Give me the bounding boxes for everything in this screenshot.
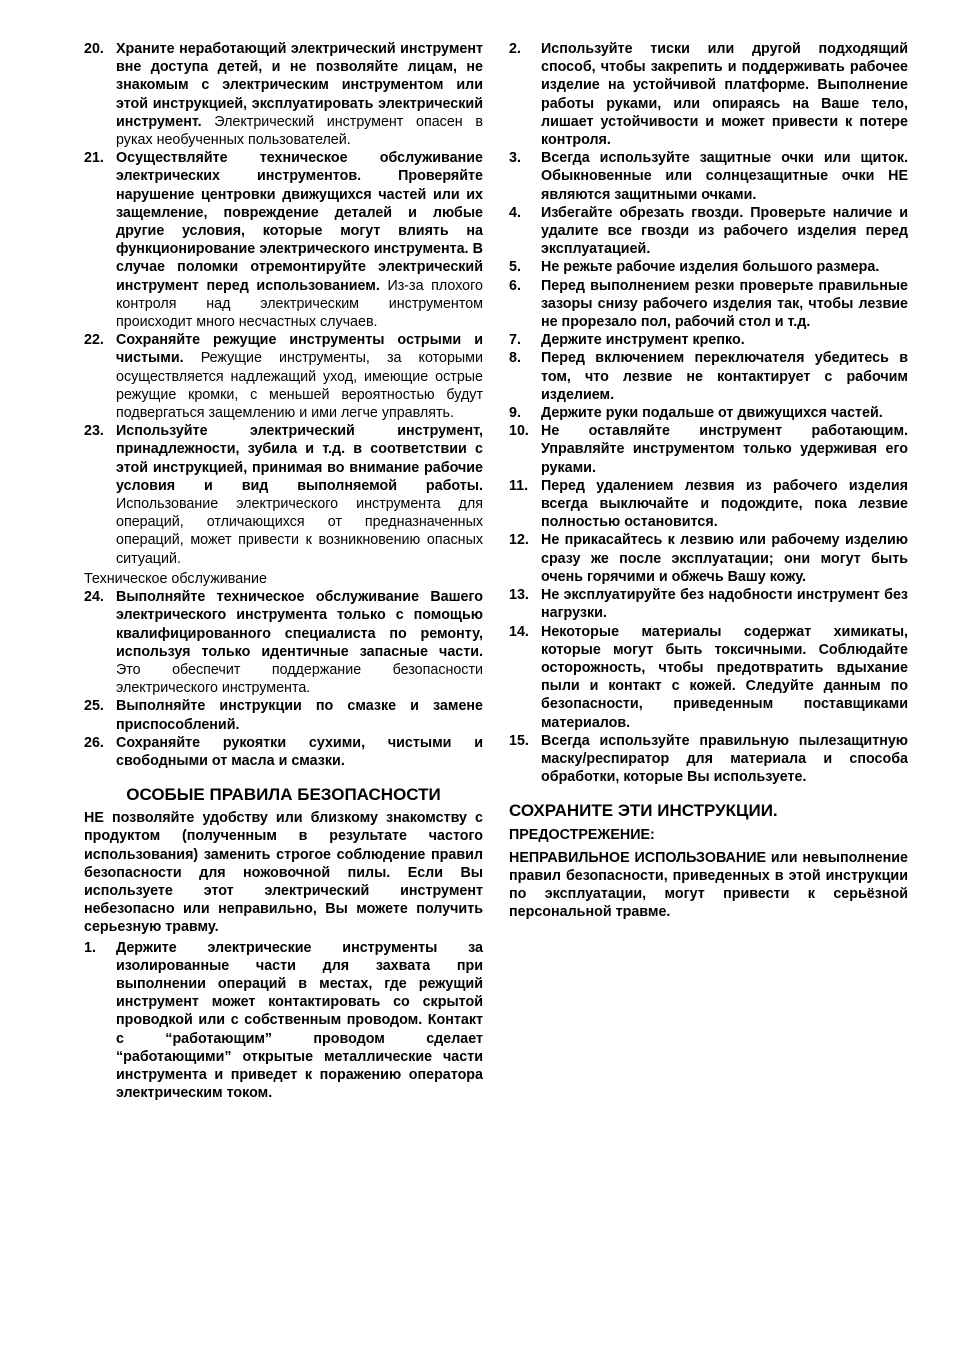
item-bold-text: Перед удалением лезвия из рабочего изделия всегда выключайте и подождите, пока лезвие полностью остановится.: [541, 477, 908, 531]
item-text: [116, 939, 483, 1103]
item-bold-text: Не оставляйте инструмент работающим. Управляйте инструментом только удерживая его руками.: [541, 423, 908, 476]
list-item: [509, 258, 908, 276]
item-normal-text: Режущие инструменты, за которыми осуществляется надлежащий уход, имеющие острые режущие кромки, с меньшей вероятностью будут подвергаться защемлению и ими легче управлять.: [116, 350, 483, 422]
item-text: [541, 204, 908, 259]
special-rules-list: [84, 939, 483, 1103]
item-text: [541, 349, 908, 404]
list-item: [509, 149, 908, 204]
item-number: 23.: [84, 423, 104, 440]
item-number: 9.: [509, 405, 521, 422]
list-item: [509, 477, 908, 532]
item-number: 2.: [509, 41, 521, 57]
item-text: [541, 623, 908, 732]
item-text: [116, 422, 483, 568]
item-number: 20.: [84, 41, 104, 57]
item-normal-text: Использование электрического инструмента для операций, отличающихся от предназначенных операций, может привести к возникновению опасных ситуаций.: [116, 496, 483, 567]
item-text: [541, 732, 908, 787]
list-item: [509, 586, 908, 622]
list-item: [509, 404, 908, 422]
item-text: [116, 697, 483, 733]
item-text: [541, 149, 908, 204]
list-item: [84, 939, 483, 1103]
item-bold-text: Держите электрические инструменты за изолированные части для захвата при выполнении операций в местах, где режущий инструмент может контактировать со скрытой проводкой или с собственным проводом. Контакт с “работающим” проводом сделает “работающими” открытые металлические части инструмента и приведет к поражению оператора электрическим током.: [116, 939, 483, 1102]
maintenance-list: [84, 588, 483, 770]
right-column: [509, 40, 908, 923]
item-bold-text: Всегда используйте защитные очки или щиток. Обыкновенные или солнцезащитные очки НЕ являются защитными очками.: [541, 150, 908, 203]
warning-label: ПРЕДОСТРЕЖЕНИЕ:: [509, 827, 655, 844]
list-item: [509, 623, 908, 732]
item-bold-text: Не прикасайтесь к лезвию или рабочему изделию сразу же после эксплуатации; они могут быть очень горячими и обжечь Вашу кожу.: [541, 532, 908, 585]
item-bold-text: Используйте электрический инструмент, принадлежности, зубила и т.д. в соответствии с этой инструкцией, принимая во внимание рабочие условия и вид выполняемой работы.: [116, 423, 483, 494]
item-text: [541, 40, 908, 149]
item-number: 8.: [509, 350, 521, 367]
item-text: [116, 40, 483, 149]
item-bold-text: Всегда используйте правильную пылезащитную маску/респиратор для материала и способа обработки, которые Вы используете.: [541, 732, 908, 786]
list-item: [509, 531, 908, 586]
item-text: [116, 734, 483, 770]
item-number: 13.: [509, 587, 529, 604]
item-number: 24.: [84, 589, 104, 606]
item-bold-text: Осуществляйте техническое обслуживание электрических инструментов. Проверяйте нарушение центровки движущихся частей или их защемление, повреждение деталей и любые другие условия, которые могут влиять на функционирование электрического инструмента. В случае поломки отремонтируйте электрический инструмент перед использованием.: [116, 150, 483, 294]
item-number: 5.: [509, 259, 521, 276]
list-item: [509, 422, 908, 477]
item-bold-text: Используйте тиски или другой подходящий способ, чтобы закрепить и поддерживать рабочее изделие на устойчивой платформе. Выполнение работы руками, или опираясь на Ваше тело, лишает устойчивости и может привести к потере контроля.: [541, 41, 908, 149]
item-text: [541, 531, 908, 586]
list-item: [509, 349, 908, 404]
safety-list-general: [84, 40, 483, 568]
list-item: [509, 277, 908, 332]
item-number: 4.: [509, 204, 521, 221]
item-bold-text: Сохраняйте режущие инструменты острыми и чистыми.: [116, 332, 483, 367]
save-instructions-title: СОХРАНИТЕ ЭТИ ИНСТРУКЦИИ.: [509, 801, 778, 821]
item-normal-text: Из-за плохого контроля над электрическим инструментом происходит много несчастных случаев.: [116, 277, 483, 331]
special-rules-list-continued: [509, 40, 908, 786]
item-bold-text: Держите руки подальше от движущихся частей.: [541, 405, 883, 422]
item-number: 25.: [84, 698, 104, 715]
list-item: [509, 40, 908, 149]
item-bold-text: Храните неработающий электрический инструмент вне доступа детей, и не позволяйте лицам, не знакомым с электрическим инструментом или этой инструкцией, эксплуатировать электрический инструмент.: [116, 41, 483, 130]
item-text: [541, 258, 908, 276]
item-number: 3.: [509, 150, 521, 167]
item-bold-text: Не режьте рабочие изделия большого размера.: [541, 259, 880, 276]
list-item: [509, 204, 908, 259]
left-column: [84, 40, 483, 1102]
list-item: [509, 732, 908, 787]
item-number: 6.: [509, 277, 521, 294]
item-text: [116, 588, 483, 697]
list-item: [84, 40, 483, 149]
item-number: 14.: [509, 623, 529, 640]
special-rules-intro: НЕ позволяйте удобству или близкому знакомству с продуктом (полученным в результате частого использования) заменить строгое соблюдение правил безопасности для ножовочной пилы. Если Вы используете этот электрический инструмент небезопасно или неправильно, Вы можете получить серьезную травму.: [84, 810, 483, 936]
list-item: [509, 331, 908, 349]
item-number: 22.: [84, 332, 104, 349]
item-bold-text: Избегайте обрезать гвозди. Проверьте наличие и удалите все гвозди из рабочего изделия перед эксплуатацией.: [541, 204, 908, 258]
item-text: [541, 477, 908, 532]
list-item: [84, 149, 483, 331]
list-item: [84, 331, 483, 422]
item-normal-text: Электрический инструмент опасен в руках необученных пользователей.: [116, 113, 483, 149]
item-text: [541, 586, 908, 622]
item-number: 7.: [509, 332, 521, 349]
item-number: 26.: [84, 734, 104, 751]
item-number: 21.: [84, 150, 104, 167]
item-number: 15.: [509, 732, 529, 749]
item-text: [541, 404, 908, 422]
item-bold-text: Выполняйте техническое обслуживание Вашего электрического инструмента только с помощью квалифицированного специалиста по ремонту, используя только идентичные запасные части.: [116, 589, 483, 660]
item-number: 11.: [509, 477, 529, 494]
list-item: [84, 588, 483, 697]
item-number: 10.: [509, 423, 529, 440]
item-bold-text: Держите инструмент крепко.: [541, 332, 745, 349]
maintenance-heading: Техническое обслуживание: [84, 570, 267, 587]
list-item: [84, 697, 483, 733]
item-text: [541, 422, 908, 477]
item-number: 1.: [84, 939, 96, 956]
item-bold-text: Выполняйте инструкции по смазке и замене приспособлений.: [116, 698, 483, 733]
list-item: [84, 734, 483, 770]
list-item: [84, 422, 483, 568]
item-bold-text: Сохраняйте рукоятки сухими, чистыми и свободными от масла и смазки.: [116, 734, 483, 769]
item-text: [541, 331, 908, 349]
item-text: [541, 277, 908, 332]
item-bold-text: Не эксплуатируйте без надобности инструмент без нагрузки.: [541, 587, 908, 622]
item-bold-text: Некоторые материалы содержат химикаты, которые могут быть токсичными. Соблюдайте осторожность, чтобы предотвратить вдыхание пыли и контакт с кожей. Следуйте данным по безопасности, приведенным поставщиками материалов.: [541, 623, 908, 731]
item-number: 12.: [509, 532, 529, 549]
item-normal-text: Это обеспечит поддержание безопасности электрического инструмента.: [116, 661, 483, 697]
warning-text: НЕПРАВИЛЬНОЕ ИСПОЛЬЗОВАНИЕ или невыполнение правил безопасности, приведенных в этой инструкции по эксплуатации, могут привести к серьёзной персональной травме.: [509, 849, 908, 921]
special-rules-title: ОСОБЫЕ ПРАВИЛА БЕЗОПАСНОСТИ: [126, 785, 441, 805]
item-bold-text: Перед включением переключателя убедитесь в том, что лезвие не контактирует с рабочим изделием.: [541, 350, 908, 403]
item-text: [116, 331, 483, 422]
item-text: [116, 149, 483, 331]
item-bold-text: Перед выполнением резки проверьте правильные зазоры снизу рабочего изделия так, чтобы лезвие не прорезало пол, рабочий стол и т.д.: [541, 277, 908, 331]
